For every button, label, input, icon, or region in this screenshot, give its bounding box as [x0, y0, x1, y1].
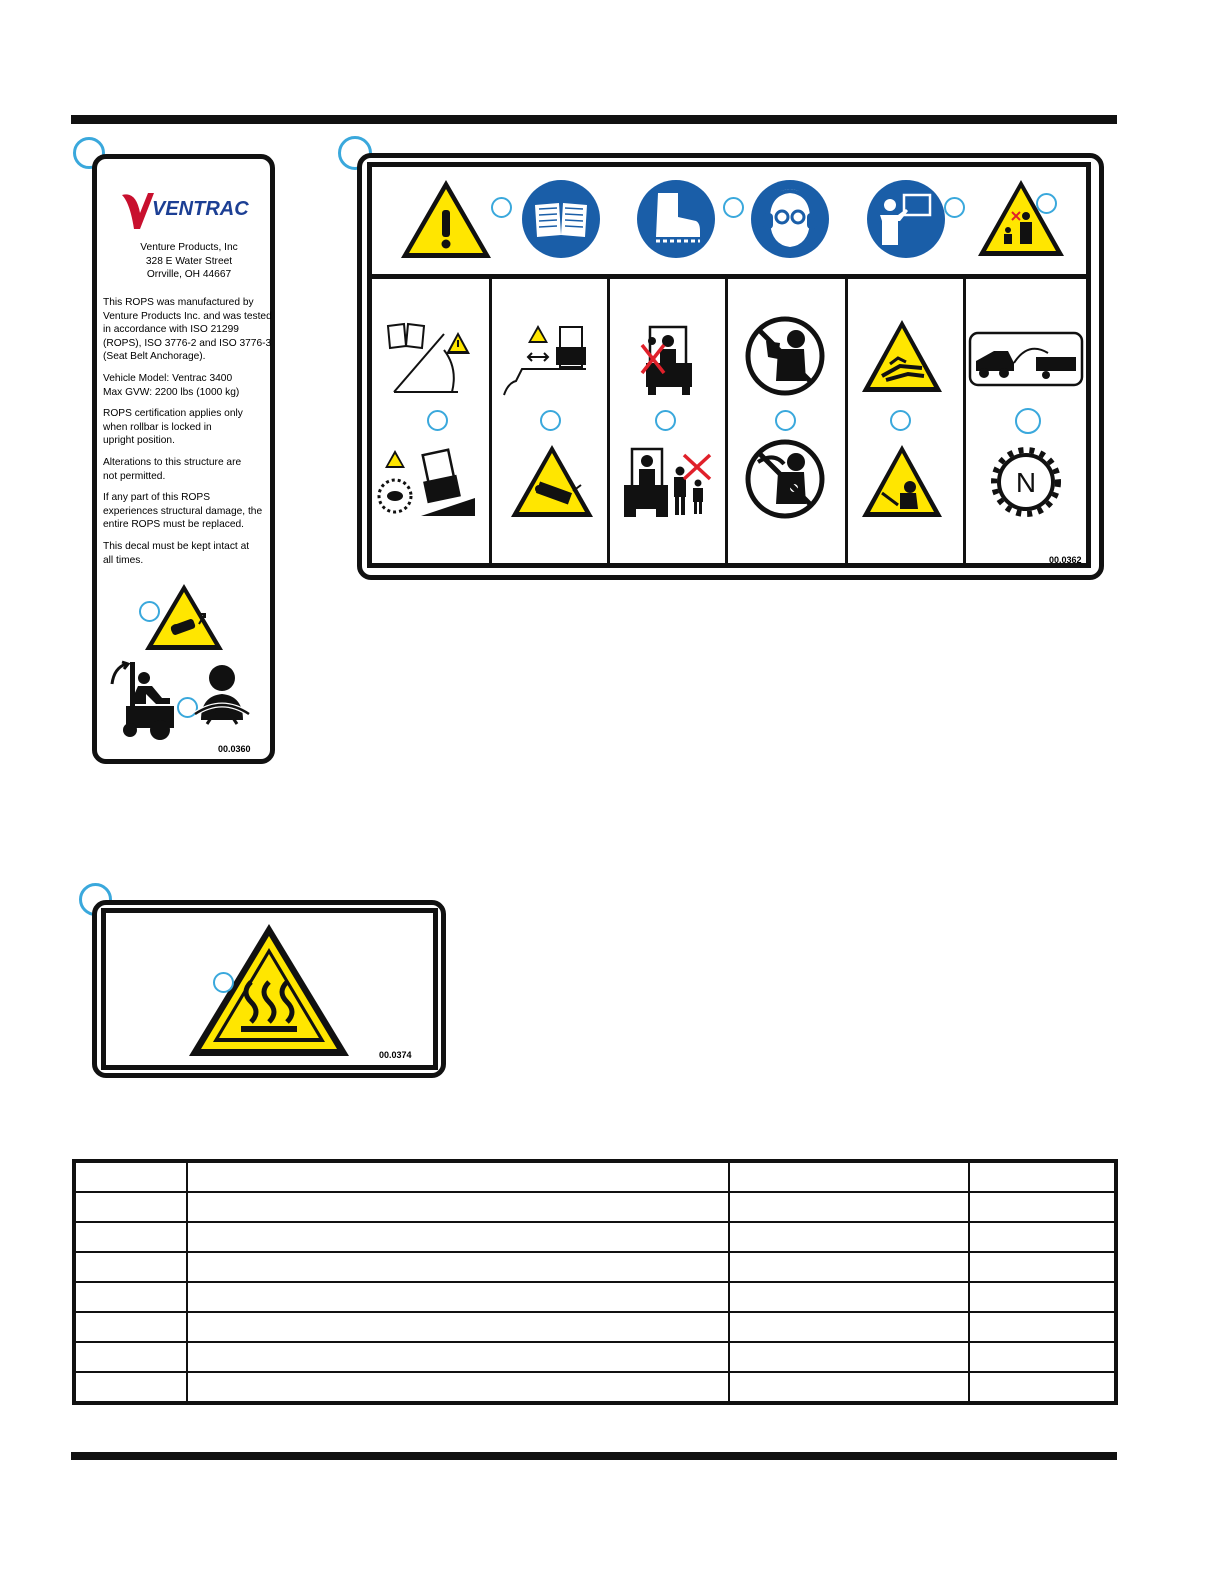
no-riders-icon [638, 325, 698, 397]
table-row [74, 1252, 1116, 1282]
hot-surface-icon [187, 922, 351, 1058]
read-manual-icon [521, 179, 601, 259]
cell-divider-1 [489, 279, 492, 563]
table-row [74, 1312, 1116, 1342]
table-row [74, 1342, 1116, 1372]
neutral-icon [992, 448, 1060, 516]
bottom-rule [71, 1452, 1117, 1460]
table-row [74, 1372, 1116, 1403]
cell-divider-4 [845, 279, 848, 563]
callout-hot-surface [213, 972, 234, 993]
table-row [74, 1192, 1116, 1222]
ventrac-logo [118, 185, 248, 231]
table-row [74, 1161, 1116, 1192]
table-row [74, 1282, 1116, 1312]
bottom-cells [372, 279, 1086, 563]
seatbelt-icon [193, 662, 251, 734]
no-refuel-hot-icon [744, 438, 826, 520]
eye-ear-protection-icon [750, 179, 830, 259]
slope-manual-icon [386, 320, 476, 394]
hitch-warning-icon [502, 323, 588, 395]
callout-children [1036, 193, 1057, 214]
rollover-crush-icon [509, 443, 595, 519]
rops-address [103, 241, 275, 282]
svg-text:N: N [1015, 467, 1037, 498]
thrown-object-icon [860, 443, 944, 519]
ventrac-logo-text: VENTRAC [152, 198, 249, 220]
rops-statement-vehicle: Vehicle Model: Ventrac 3400 Max GVW: 2200 lbs (1000 kg) [103, 372, 240, 398]
parts-table [72, 1159, 1118, 1405]
address-line-1: Venture Products, Inc [140, 242, 238, 253]
callout-read-manual [491, 197, 512, 218]
cell-divider-5 [963, 279, 966, 563]
rops-statement-intact: This decal must be kept intact at all times. [103, 540, 250, 566]
callout-entanglement [890, 410, 911, 431]
callout-drinking [775, 410, 796, 431]
callout-slope [427, 410, 448, 431]
general-warning-icon [399, 178, 493, 260]
callout-rollover [139, 601, 160, 622]
towing-icon [968, 331, 1084, 387]
callout-hitch [540, 410, 561, 431]
keep-bystanders-away-icon [620, 447, 712, 519]
keep-children-away-icon [976, 178, 1066, 258]
address-line-3: Orrville, OH 44667 [146, 269, 232, 281]
cell-divider-3 [725, 279, 728, 563]
callout-riders [655, 410, 676, 431]
no-drinking-icon [744, 315, 826, 397]
rops-part-number: 00.0360 [218, 744, 251, 754]
slope-rollover-icon [377, 448, 477, 518]
rops-statement-damage: If any part of this ROPS experiences structural damage, the entire ROPS must be replaced. [103, 492, 263, 531]
rollbar-operator-icon [108, 658, 183, 740]
rops-statement-alterations: Alterations to this structure are not permitted. [103, 456, 242, 482]
safety-boots-icon [636, 179, 716, 259]
rops-statements [103, 296, 275, 575]
rops-statement-manufacture: This ROPS was manufactured by Venture Products Inc. and was tested in accordance with ISO 21299 (ROPS), ISO 3776-2 and ISO 3776-3 (Seat Belt Anchorage). [103, 297, 272, 363]
cell-divider-2 [607, 279, 610, 563]
table-row [74, 1222, 1116, 1252]
address-line-2: 328 E Water Street [145, 255, 233, 267]
top-rule [71, 115, 1117, 124]
hot-surface-part-number: 00.0374 [379, 1050, 412, 1060]
rops-statement-certification: ROPS certification applies only when rollbar is locked in upright position. [103, 408, 243, 447]
callout-neutral [1015, 408, 1041, 434]
training-icon [866, 179, 946, 259]
hand-entanglement-icon [860, 318, 944, 394]
callout-boots [723, 197, 744, 218]
safety-part-number: 00.0362 [1049, 555, 1082, 565]
callout-training [944, 197, 965, 218]
